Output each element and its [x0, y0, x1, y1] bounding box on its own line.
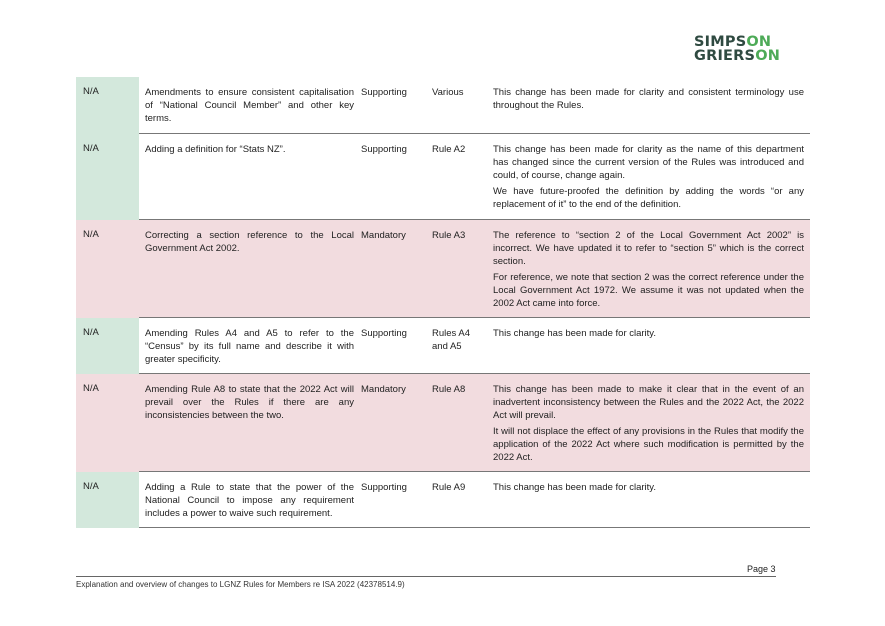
rule-cell: Rule A3	[432, 230, 466, 241]
table-row	[76, 134, 810, 220]
category-cell: Supporting	[361, 87, 407, 98]
description-cell: Amending Rule A8 to state that the 2022 Act will prevail over the Rules if there are any inconsistencies between the two.	[145, 384, 354, 421]
category-cell: Mandatory	[361, 384, 406, 395]
table-row	[76, 77, 810, 134]
ref-cell: N/A	[76, 134, 139, 220]
explanation-cell: This change has been made for clarity.	[493, 482, 656, 493]
footer-document-title: Explanation and overview of changes to LGNZ Rules for Members re ISA 2022 (42378514.9)	[76, 580, 405, 589]
explanation-cell: This change has been made for clarity as the name of this department has changed since the current version of the Rules was introduced and could, of course, change again. We have future-proofed the definition by adding the words “or any replacement of it” to the end of the definition.	[493, 144, 804, 210]
rule-cell: Various	[432, 87, 464, 98]
rule-cell: Rule A9	[432, 482, 466, 493]
explanation-cell: This change has been made for clarity and consistent terminology use throughout the Rules.	[493, 87, 804, 111]
explanation-cell: This change has been made for clarity.	[493, 328, 656, 339]
ref-cell: N/A	[76, 77, 139, 134]
rule-cell: Rule A2	[432, 144, 466, 155]
category-cell: Supporting	[361, 144, 407, 155]
changes-table	[76, 77, 810, 528]
description-cell: Correcting a section reference to the Local Government Act 2002.	[145, 230, 354, 254]
category-cell: Supporting	[361, 328, 407, 339]
footer-divider	[76, 576, 776, 577]
rule-cell: Rule A8	[432, 384, 466, 395]
description-cell: Adding a definition for “Stats NZ”.	[145, 144, 286, 155]
ref-cell: N/A	[76, 220, 139, 318]
category-cell: Supporting	[361, 482, 407, 493]
table-row	[76, 220, 810, 318]
table-row	[76, 472, 810, 528]
description-cell: Amending Rules A4 and A5 to refer to the “Census” by its full name and describe it with greater specificity.	[145, 328, 354, 365]
page-number: Page 3	[747, 564, 776, 574]
description-cell: Adding a Rule to state that the power of the National Council to impose any requirement includes a power to waive such requirement.	[145, 482, 354, 519]
ref-cell: N/A	[76, 318, 139, 374]
ref-cell: N/A	[76, 374, 139, 472]
simpson-grierson-logo: SIMPSON GRIERSON	[694, 34, 781, 64]
ref-cell: N/A	[76, 472, 139, 528]
rule-cell: Rules A4 and A5	[432, 328, 471, 352]
table-row	[76, 318, 810, 374]
explanation-cell: This change has been made to make it clear that in the event of an inadvertent inconsistency between the Rules and the 2022 Act, the 2022 Act will prevail. It will not displace the effect of any provisions in the Rules that modify the application of the 2022 Act where such modification is permitted by the 2022 Act.	[493, 384, 804, 463]
explanation-cell: The reference to “section 2 of the Local Government Act 2002” is incorrect. We have updated it to refer to “section 5” which is the correct section. For reference, we note that section 2 was the correct reference under the Local Government Act 1972. We assume it was not updated when the 2002 Act came into force.	[493, 230, 804, 309]
table-row	[76, 374, 810, 472]
description-cell: Amendments to ensure consistent capitalisation of “National Council Member” and other key terms.	[145, 87, 354, 124]
category-cell: Mandatory	[361, 230, 406, 241]
